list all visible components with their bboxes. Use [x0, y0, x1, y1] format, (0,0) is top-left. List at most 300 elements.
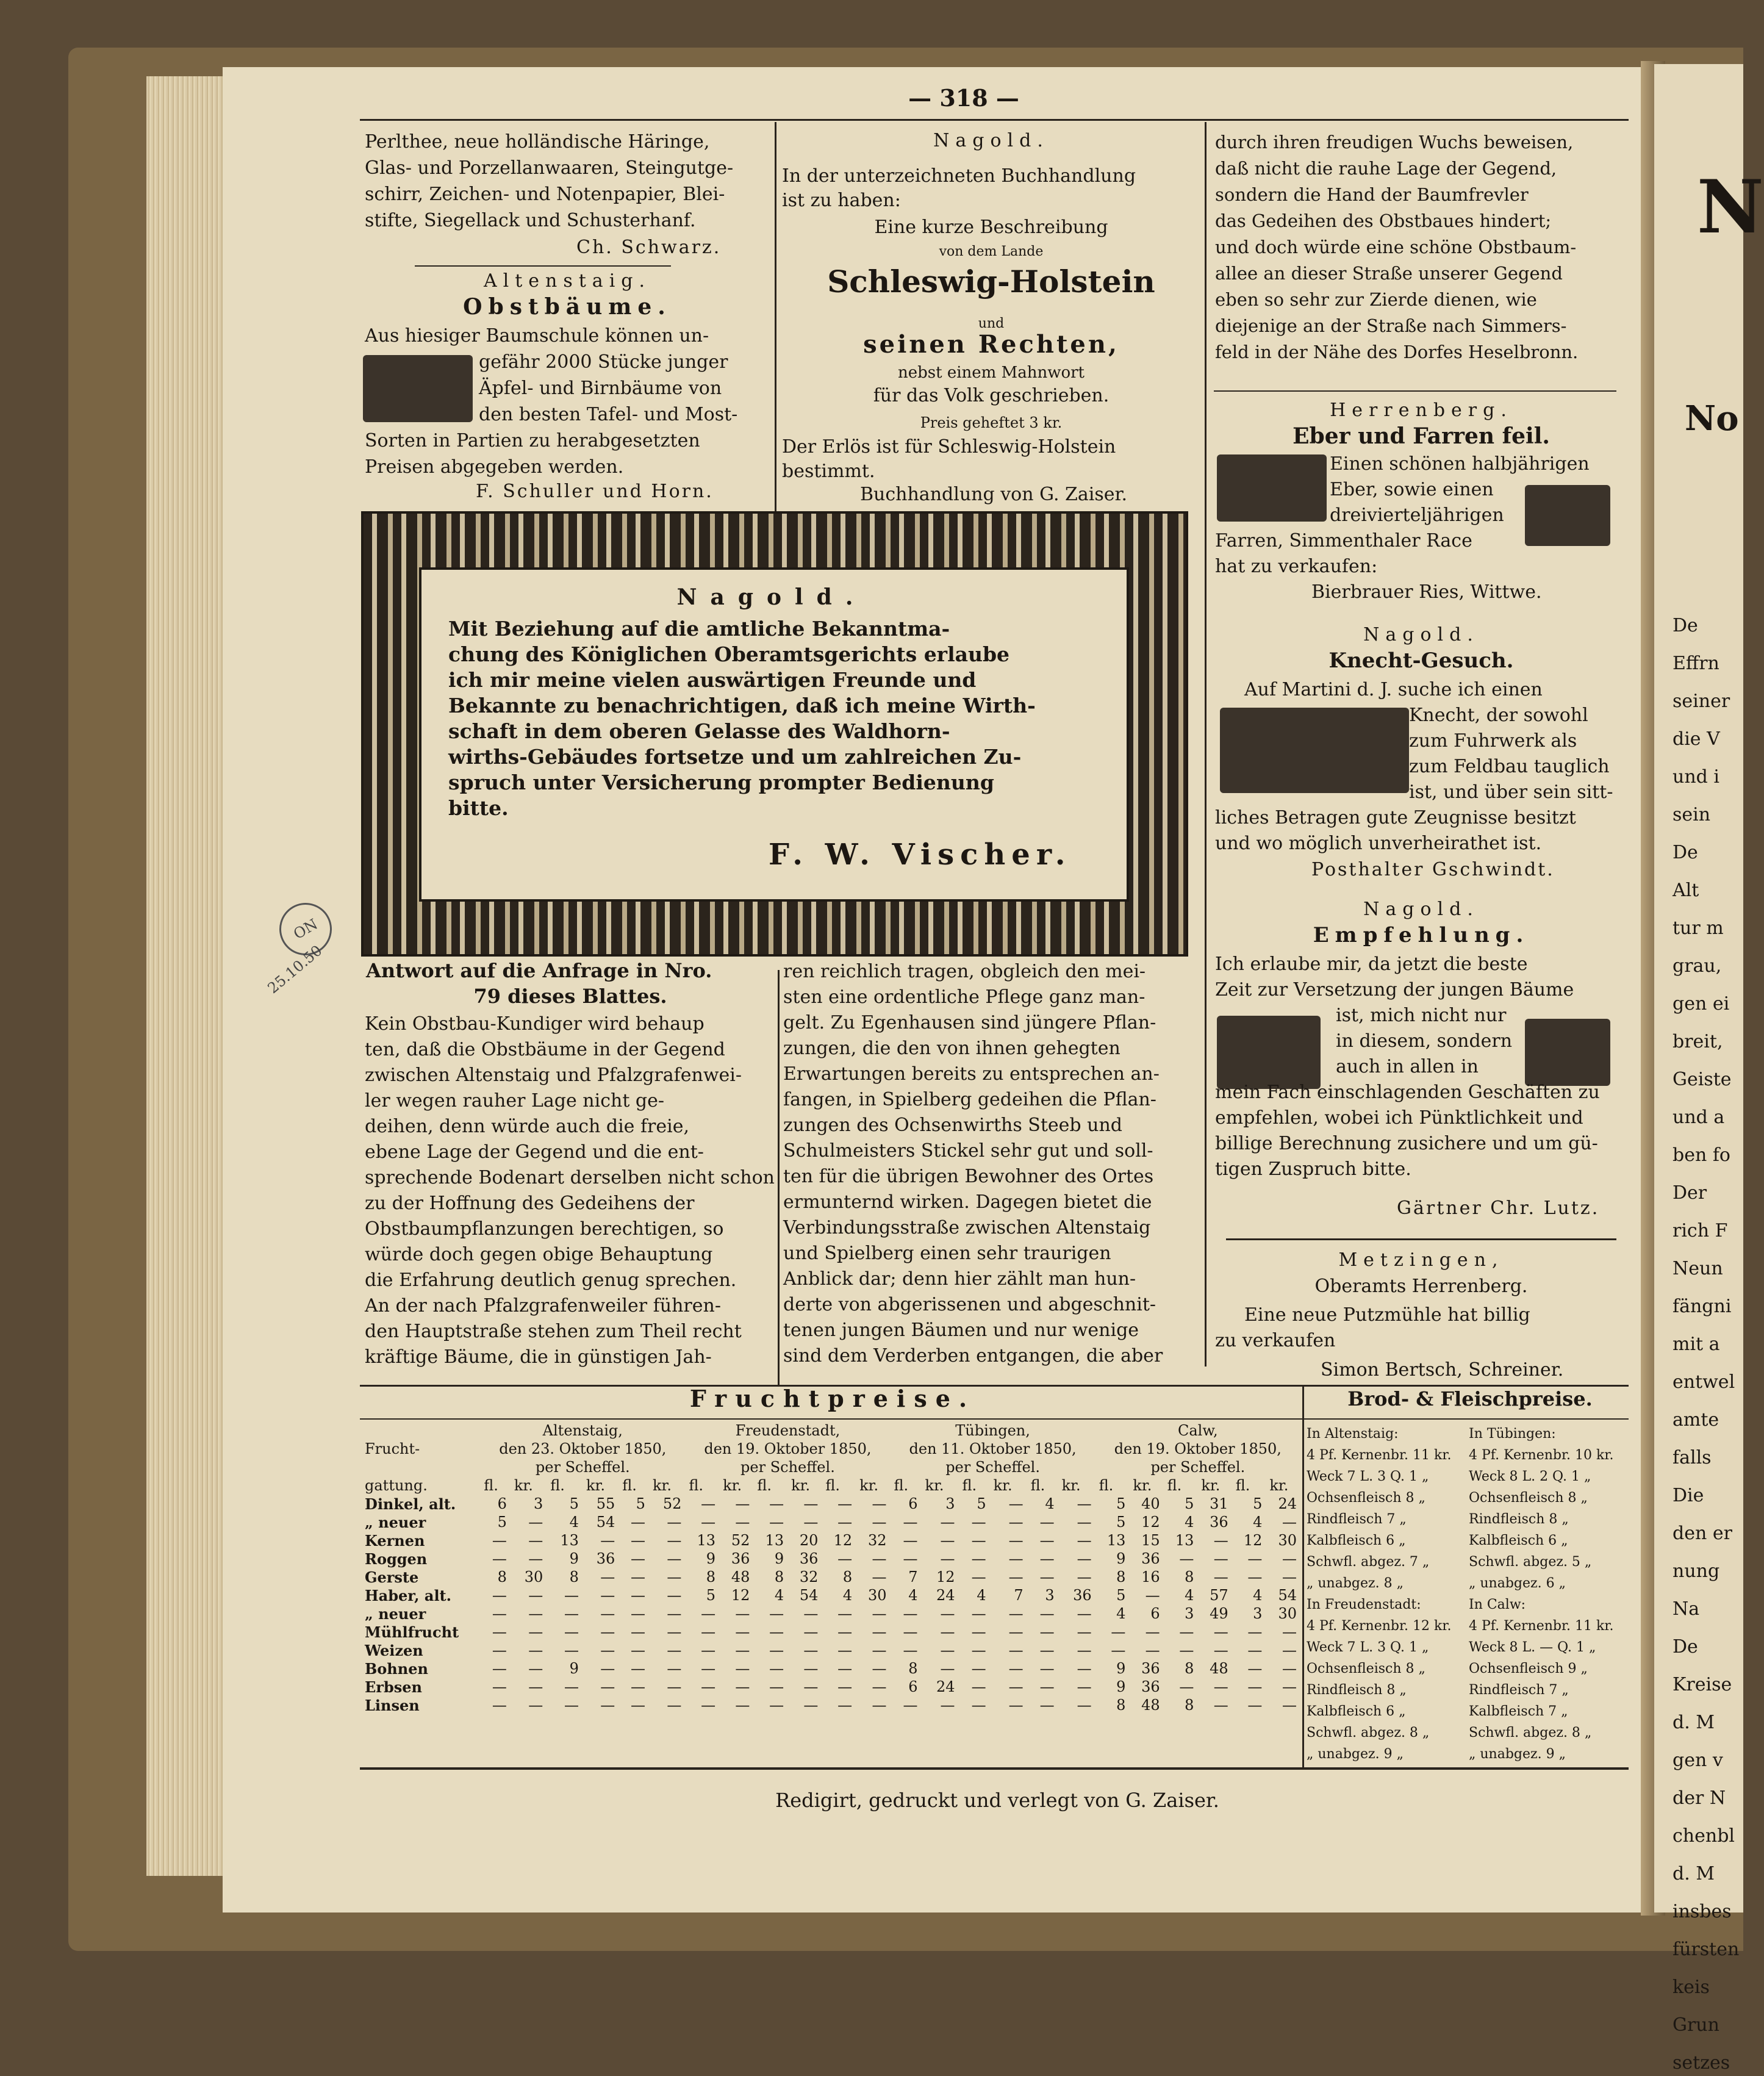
price-cell: — [1247, 1550, 1263, 1567]
price-cell: — [903, 1605, 918, 1622]
article-line: zu der Hoffnung des Gedeihens der [365, 1193, 695, 1214]
price-cell: 5 [1185, 1495, 1194, 1512]
price-cell: 31 [1210, 1495, 1228, 1512]
ad-line: in diesem, sondern [1336, 1030, 1513, 1052]
price-cell: — [803, 1660, 819, 1677]
price-cell: — [769, 1642, 784, 1659]
price-cell: 4 [774, 1587, 784, 1604]
ad-line: zum Fuhrwerk als [1409, 730, 1577, 752]
article-line: durch ihren freudigen Wuchs beweisen, [1215, 132, 1574, 153]
price-cell: — [1282, 1514, 1297, 1531]
brodpreise-line: Kalbfleisch 7 „ [1469, 1704, 1568, 1719]
brodpreise-line: Weck 8 L. 2 Q. 1 „ [1469, 1469, 1591, 1484]
price-cell: — [769, 1623, 784, 1640]
ad-signature: Simon Bertsch, Schreiner. [1321, 1359, 1564, 1381]
ad-signature: F. Schuller und Horn. [476, 481, 714, 502]
ad-line: schirr, Zeichen- und Notenpapier, Blei- [365, 184, 725, 205]
price-cell: — [872, 1514, 887, 1531]
price-cell: — [735, 1697, 750, 1714]
market-name: Altenstaig, [542, 1422, 623, 1439]
price-cell: — [803, 1678, 819, 1695]
right-page-line: amte [1673, 1409, 1719, 1431]
price-cell: 4 [569, 1514, 579, 1531]
price-cell: 8 [1185, 1660, 1194, 1677]
price-cell: — [1008, 1568, 1024, 1586]
price-cell: — [903, 1623, 918, 1640]
price-cell: 3 [533, 1495, 543, 1512]
price-cell: 13 [560, 1532, 579, 1549]
price-cell: — [1039, 1660, 1055, 1677]
tree-planter-woodcut [363, 355, 473, 422]
price-cell: — [630, 1623, 645, 1640]
price-cell: — [1077, 1568, 1092, 1586]
price-cell: — [971, 1623, 986, 1640]
brodpreise-line: Schwfl. abgez. 8 „ [1469, 1725, 1592, 1740]
price-cell: 9 [569, 1550, 579, 1567]
unit-label: kr. [1201, 1477, 1221, 1494]
market-unit: per Scheffel. [1150, 1459, 1246, 1476]
market-date: den 19. Oktober 1850, [704, 1440, 872, 1457]
right-page-line: d. M [1673, 1712, 1715, 1733]
right-page-big-letter: N [1697, 164, 1764, 250]
table-row [361, 1550, 1300, 1568]
price-cell: — [630, 1532, 645, 1549]
price-cell: — [769, 1678, 784, 1695]
price-cell: — [1179, 1550, 1194, 1567]
footer-imprint: Redigirt, gedruckt und verlegt von G. Zaiser. [775, 1789, 1219, 1812]
ad-title: Knecht-Gesuch. [1328, 648, 1514, 673]
ad-place: Nagold. [1363, 624, 1479, 645]
price-cell: — [837, 1623, 853, 1640]
framed-line: bitte. [448, 796, 509, 820]
ad-place: Altenstaig. [483, 270, 651, 292]
article-line: Schulmeisters Stickel sehr gut und soll- [783, 1140, 1153, 1162]
price-cell: — [735, 1605, 750, 1622]
brodpreise-line: 4 Pf. Kernenbr. 11 kr. [1469, 1618, 1614, 1634]
price-cell: — [803, 1605, 819, 1622]
price: Preis geheftet 3 kr. [920, 414, 1063, 431]
price-cell: — [600, 1532, 615, 1549]
table-row [361, 1696, 1300, 1714]
right-page-line: gen ei [1673, 993, 1730, 1015]
price-cell: — [1077, 1678, 1092, 1695]
page-number: — 318 — [908, 84, 1019, 112]
price-cell: 4 [908, 1587, 918, 1604]
article-heading: 79 dieses Blattes. [473, 985, 667, 1008]
market-unit: per Scheffel. [945, 1459, 1040, 1476]
price-cell: — [971, 1642, 986, 1659]
article-line: und doch würde eine schöne Obstbaum- [1215, 237, 1577, 257]
price-cell: — [1213, 1550, 1228, 1567]
ad-line: von dem Lande [939, 244, 1044, 259]
ad-line: Eber, sowie einen [1330, 479, 1494, 500]
price-cell: — [971, 1532, 986, 1549]
brodpreise-line: Rindfleisch 8 „ [1469, 1512, 1569, 1527]
right-page-line: falls [1673, 1447, 1712, 1468]
price-cell: — [1008, 1550, 1024, 1567]
price-cell: — [1179, 1678, 1194, 1695]
price-cell: — [667, 1514, 682, 1531]
price-cell: — [701, 1495, 716, 1512]
right-page-line: Alt [1673, 880, 1699, 901]
right-page-line: nung [1673, 1561, 1720, 1582]
price-cell: — [1039, 1623, 1055, 1640]
price-cell: 13 [1175, 1532, 1194, 1549]
ad-line: Aus hiesiger Baumschule können un- [365, 325, 709, 347]
article-line: gelt. Zu Egenhausen sind jüngere Pflan- [783, 1012, 1156, 1033]
price-cell: 16 [1141, 1568, 1160, 1586]
price-cell: 5 [1116, 1495, 1126, 1512]
framed-line: spruch unter Versicherung prompter Bedienung [448, 770, 994, 794]
unit-label: kr. [514, 1477, 533, 1494]
price-cell: 36 [1141, 1678, 1160, 1695]
price-cell: — [630, 1642, 645, 1659]
table-rule [360, 1767, 1629, 1770]
right-page-line: und i [1673, 766, 1719, 788]
right-page [1654, 64, 1764, 2074]
price-cell: — [940, 1660, 955, 1677]
price-cell: — [528, 1678, 543, 1695]
brodpreise-title: Brod- & Fleischpreise. [1347, 1387, 1593, 1410]
price-cell: 8 [497, 1568, 507, 1586]
article-line: die Erfahrung deutlich genug sprechen. [365, 1270, 737, 1291]
price-cell: — [971, 1678, 986, 1695]
book-title: seinen Rechten, [863, 330, 1119, 359]
col-head: gattung. [365, 1477, 428, 1494]
price-cell: 12 [1243, 1532, 1263, 1549]
brodpreise-line: Weck 8 L. — Q. 1 „ [1469, 1640, 1596, 1655]
ad-line: Eine neue Putzmühle hat billig [1244, 1304, 1530, 1326]
price-cell: — [600, 1660, 615, 1677]
article-line: tenen jungen Bäumen und nur wenige [783, 1320, 1139, 1341]
price-cell: 3 [945, 1495, 955, 1512]
price-cell: — [872, 1660, 887, 1677]
unit-label: kr. [586, 1477, 605, 1494]
price-cell: — [1282, 1642, 1297, 1659]
price-cell: 36 [1073, 1587, 1092, 1604]
article-line: fangen, in Spielberg gedeihen die Pflan- [783, 1089, 1156, 1110]
price-cell: 5 [497, 1514, 507, 1531]
price-cell: — [971, 1660, 986, 1677]
ad-subtitle: Oberamts Herrenberg. [1314, 1276, 1528, 1297]
price-cell: — [528, 1660, 543, 1677]
price-cell: — [872, 1697, 887, 1714]
price-cell: — [630, 1678, 645, 1695]
price-cell: — [1039, 1532, 1055, 1549]
price-cell: — [528, 1532, 543, 1549]
ad-line: nebst einem Mahnwort [898, 364, 1085, 382]
price-cell: — [837, 1660, 853, 1677]
right-page-line: sein [1673, 804, 1711, 825]
ad-line: gefähr 2000 Stücke junger [479, 351, 728, 373]
price-cell: — [903, 1697, 918, 1714]
price-cell: — [600, 1697, 615, 1714]
ad-divider [415, 265, 671, 267]
ad-line: und [978, 316, 1005, 331]
right-page-line: Geiste [1673, 1069, 1732, 1090]
price-cell: 13 [697, 1532, 716, 1549]
price-cell: — [940, 1642, 955, 1659]
column-separator [778, 970, 780, 1385]
ad-line: In der unterzeichneten Buchhandlung [782, 165, 1136, 187]
article-line: sind dem Verderben entgangen, die aber [783, 1345, 1163, 1367]
price-cell: — [1282, 1660, 1297, 1677]
unit-label: kr. [993, 1477, 1013, 1494]
price-cell: — [903, 1514, 918, 1531]
article-line: das Gedeihen des Obstbaues hindert; [1215, 210, 1552, 231]
price-cell: — [528, 1587, 543, 1604]
right-page-line: grau, [1673, 955, 1722, 977]
ad-line: zu verkaufen [1215, 1330, 1336, 1351]
price-cell: 52 [662, 1495, 682, 1512]
article-line: daß nicht die rauhe Lage der Gegend, [1215, 158, 1557, 179]
price-cell: — [528, 1514, 543, 1531]
price-cell: — [872, 1642, 887, 1659]
right-page-line: setzes [1673, 2052, 1730, 2074]
ad-line: Einen schönen halbjährigen [1330, 453, 1590, 475]
price-cell: 6 [1150, 1605, 1160, 1622]
price-cell: — [492, 1532, 507, 1549]
framed-line: schaft in dem oberen Gelasse des Waldhorn- [448, 719, 950, 743]
article-line: Kein Obstbau-Kundiger wird behaup [365, 1013, 705, 1035]
price-cell: 36 [799, 1550, 819, 1567]
price-cell: — [492, 1642, 507, 1659]
ad-title: Obstbäume. [463, 294, 672, 320]
price-cell: — [1077, 1495, 1092, 1512]
right-page-line: Effrn [1673, 653, 1719, 674]
right-page-line: rich F [1673, 1220, 1728, 1241]
right-page-line: die V [1673, 728, 1720, 750]
price-cell: 4 [1185, 1514, 1194, 1531]
price-cell: — [1008, 1642, 1024, 1659]
price-cell: — [769, 1514, 784, 1531]
table-row [361, 1586, 1300, 1604]
price-cell: 3 [1045, 1587, 1055, 1604]
framed-signature: F. W. Vischer. [769, 838, 1072, 872]
grain-name: Linsen [365, 1696, 420, 1714]
boar-woodcut [1217, 454, 1327, 522]
price-cell: — [940, 1514, 955, 1531]
grain-name: Weizen [365, 1641, 423, 1659]
price-cell: — [564, 1587, 579, 1604]
article-line: den Hauptstraße stehen zum Theil recht [365, 1321, 742, 1342]
brodpreise-line: Rindfleisch 7 „ [1469, 1683, 1569, 1698]
framed-line: ich mir meine vielen auswärtigen Freunde und [448, 668, 977, 692]
price-cell: 12 [1141, 1514, 1160, 1531]
unit-label: fl. [622, 1477, 637, 1494]
brodpreise-line: In Freudenstadt: [1307, 1597, 1421, 1612]
grain-name: Roggen [365, 1550, 428, 1568]
framed-line: Mit Beziehung auf die amtliche Bekanntma- [448, 617, 950, 641]
archive-date: 25.10.50 [264, 941, 326, 997]
right-page-line: De [1673, 615, 1698, 636]
price-cell: — [1008, 1495, 1024, 1512]
price-cell: — [1039, 1550, 1055, 1567]
price-cell: — [872, 1550, 887, 1567]
price-cell: 13 [765, 1532, 784, 1549]
price-cell: — [1039, 1697, 1055, 1714]
grain-name: Mühlfrucht [365, 1623, 459, 1641]
right-page-line: keis [1673, 1977, 1710, 1998]
price-cell: — [1111, 1642, 1126, 1659]
price-cell: 24 [936, 1587, 955, 1604]
right-page-line: tur m [1673, 918, 1724, 939]
price-cell: 32 [799, 1568, 819, 1586]
unit-label: fl. [757, 1477, 772, 1494]
table-separator [1302, 1386, 1304, 1767]
price-cell: 52 [731, 1532, 750, 1549]
market-date: den 11. Oktober 1850, [909, 1440, 1077, 1457]
ad-line: dreivierteljährigen [1330, 505, 1504, 526]
price-cell: 9 [1116, 1678, 1126, 1695]
price-cell: — [528, 1550, 543, 1567]
price-cell: 8 [1116, 1568, 1126, 1586]
article-line: Verbindungsstraße zwischen Altenstaig [783, 1217, 1151, 1238]
price-cell: — [667, 1678, 682, 1695]
price-cell: 4 [1253, 1514, 1263, 1531]
ad-line: mein Fach einschlagenden Geschäften zu [1215, 1082, 1600, 1103]
price-cell: — [1008, 1605, 1024, 1622]
price-cell: — [1213, 1642, 1228, 1659]
price-cell: — [940, 1697, 955, 1714]
price-cell: — [1039, 1678, 1055, 1695]
grain-name: Bohnen [365, 1659, 428, 1678]
book-title: Schleswig-Holstein [827, 264, 1155, 300]
ad-line: Sorten in Partien zu herabgesetzten [365, 430, 700, 451]
price-cell: 8 [1116, 1697, 1126, 1714]
price-cell: — [769, 1697, 784, 1714]
article-line: sondern die Hand der Baumfrevler [1215, 184, 1529, 205]
plough-woodcut [1220, 708, 1409, 793]
price-cell: — [769, 1495, 784, 1512]
price-cell: — [940, 1550, 955, 1567]
unit-label: kr. [1133, 1477, 1152, 1494]
table-row [361, 1659, 1300, 1678]
grain-name: Haber, alt. [365, 1586, 451, 1604]
price-cell: — [492, 1605, 507, 1622]
price-cell: 40 [1141, 1495, 1160, 1512]
right-page-line: mit a [1673, 1334, 1720, 1355]
price-cell: — [1213, 1532, 1228, 1549]
price-cell: — [600, 1678, 615, 1695]
brodpreise-line: „ unabgez. 9 „ [1307, 1747, 1404, 1762]
ad-line: billige Berechnung zusichere und um gü- [1215, 1133, 1598, 1154]
ad-line: den besten Tafel- und Most- [479, 404, 738, 425]
brodpreise-line: Kalbfleisch 6 „ [1307, 1704, 1406, 1719]
price-cell: — [1247, 1568, 1263, 1586]
price-cell: 5 [706, 1587, 716, 1604]
article-line: ebene Lage der Gegend und die ent- [365, 1141, 704, 1163]
grain-name: Kernen [365, 1531, 425, 1550]
ad-place: Herrenberg. [1330, 400, 1513, 421]
price-cell: — [903, 1642, 918, 1659]
ad-line: Eine kurze Beschreibung [874, 217, 1108, 238]
unit-label: fl. [1030, 1477, 1045, 1494]
price-cell: 8 [1185, 1697, 1194, 1714]
right-page-heading: No [1685, 398, 1739, 439]
grain-name: „ neuer [365, 1513, 426, 1531]
ad-signature: Ch. Schwarz. [576, 237, 722, 258]
article-line: ler wegen rauher Lage nicht ge- [365, 1090, 665, 1112]
price-cell: 7 [1014, 1587, 1024, 1604]
unit-label: kr. [723, 1477, 742, 1494]
price-cell: — [1077, 1642, 1092, 1659]
market-date: den 23. Oktober 1850, [499, 1440, 667, 1457]
article-line: kräftige Bäume, die in günstigen Jah- [365, 1346, 712, 1368]
price-cell: 9 [774, 1550, 784, 1567]
price-cell: 8 [842, 1568, 853, 1586]
ad-line: bestimmt. [782, 461, 875, 482]
ad-signature: Bierbrauer Ries, Wittwe. [1311, 581, 1542, 603]
article-line: ren reichlich tragen, obgleich den mei- [783, 961, 1146, 982]
ad-line: für das Volk geschrieben. [873, 385, 1110, 406]
price-cell: 4 [977, 1587, 986, 1604]
bull-woodcut [1525, 485, 1610, 546]
ad-line: Farren, Simmenthaler Race [1215, 530, 1472, 551]
brodpreise-line: Schwfl. abgez. 8 „ [1307, 1725, 1430, 1740]
price-cell: — [1213, 1568, 1228, 1586]
unit-label: kr. [1269, 1477, 1289, 1494]
price-cell: 30 [524, 1568, 543, 1586]
right-page-line: der N [1673, 1787, 1726, 1809]
price-cell: — [1008, 1514, 1024, 1531]
unit-label: fl. [484, 1477, 498, 1494]
price-cell: — [630, 1660, 645, 1677]
price-cell: — [803, 1642, 819, 1659]
price-cell: — [903, 1532, 918, 1549]
price-cell: 15 [1141, 1532, 1160, 1549]
price-cell: — [769, 1605, 784, 1622]
price-cell: — [1179, 1642, 1194, 1659]
price-cell: — [667, 1532, 682, 1549]
price-cell: — [1008, 1623, 1024, 1640]
price-cell: — [1247, 1660, 1263, 1677]
article-line: eben so sehr zur Zierde dienen, wie [1215, 289, 1537, 310]
brodpreise-line: Kalbfleisch 6 „ [1307, 1533, 1406, 1548]
article-line: diejenige an der Straße nach Simmers- [1215, 315, 1567, 336]
unit-label: kr. [859, 1477, 879, 1494]
price-cell: 4 [1116, 1605, 1126, 1622]
ad-signature: Buchhandlung von G. Zaiser. [860, 484, 1128, 505]
unit-label: fl. [962, 1477, 977, 1494]
plant-pots-woodcut [1525, 1019, 1610, 1086]
price-cell: — [667, 1568, 682, 1586]
price-cell: 30 [867, 1587, 887, 1604]
price-cell: — [564, 1678, 579, 1695]
table-row [361, 1641, 1300, 1659]
price-cell: — [837, 1642, 853, 1659]
price-cell: — [492, 1660, 507, 1677]
price-cell: — [667, 1550, 682, 1567]
price-cell: 3 [1253, 1605, 1263, 1622]
price-cell: 6 [908, 1495, 918, 1512]
price-cell: 4 [1253, 1587, 1263, 1604]
price-cell: 30 [1278, 1605, 1297, 1622]
right-page-line: De [1673, 842, 1698, 863]
header-rule [360, 119, 1629, 121]
price-cell: — [837, 1678, 853, 1695]
price-cell: 4 [1045, 1495, 1055, 1512]
framed-line: Bekannte zu benachrichtigen, daß ich meine Wirth- [448, 694, 1036, 717]
price-cell: 5 [1253, 1495, 1263, 1512]
price-cell: 48 [1210, 1660, 1228, 1677]
framed-line: wirths-Gebäudes fortsetze und um zahlreichen Zu- [448, 745, 1022, 769]
price-cell: — [701, 1660, 716, 1677]
table-row [361, 1495, 1300, 1513]
unit-label: fl. [825, 1477, 841, 1494]
ad-title: Empfehlung. [1313, 923, 1530, 947]
unit-label: kr. [791, 1477, 811, 1494]
